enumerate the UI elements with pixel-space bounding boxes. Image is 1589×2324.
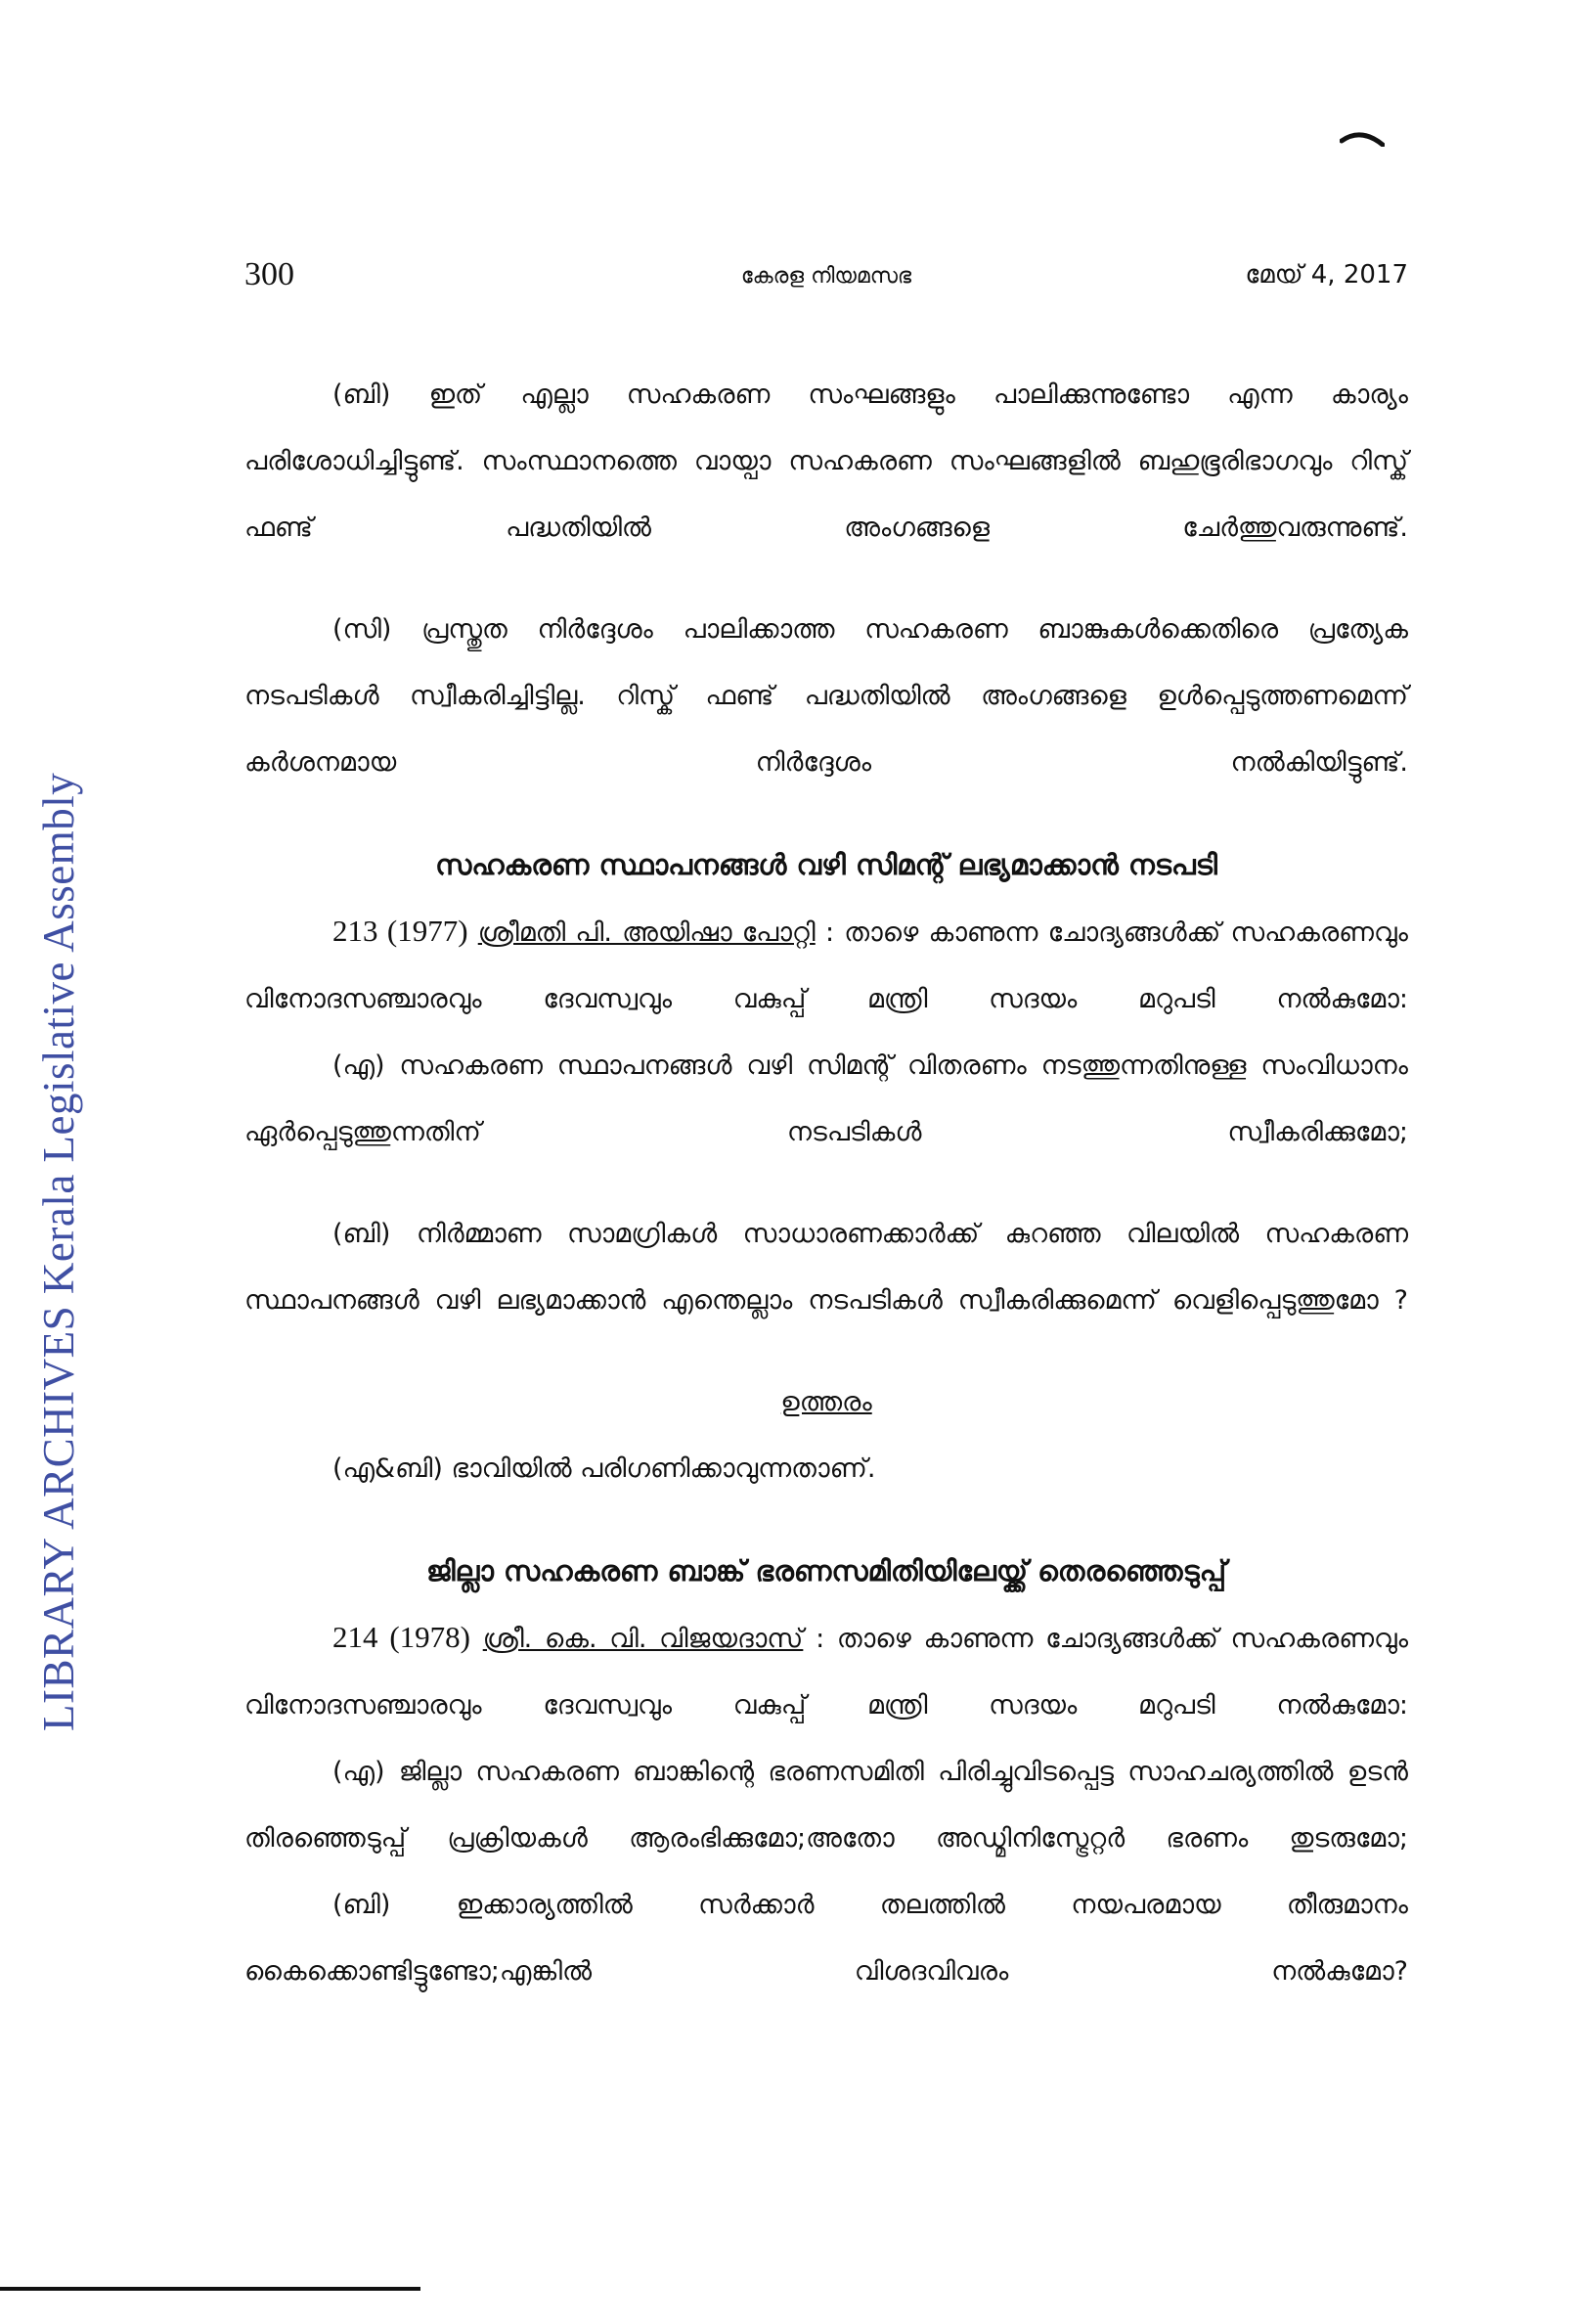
answer-212-b: (ബി) ഇത് എല്ലാ സഹകരണ സംഘങ്ങളും പാലിക്കുന്നുണ്ടോ എന്ന കാര്യം പരിശോധിച്ചിട്ടുണ്ട്. സംസ്ഥാനത്തെ വായ്പാ സഹകരണ സംഘങ്ങളിൽ ബഹുഭൂരിഭാഗവും റിസ്ക് ഫണ്ട് പദ്ധതിയിൽ അംഗങ്ങളെ ചേർത്തുവരുന്നുണ്ട്. — [244, 380, 1408, 543]
header-title: കേരള നിയമസഭ — [740, 264, 912, 289]
archive-watermark: LIBRARY ARCHIVES Kerala Legislative Assembly — [34, 772, 83, 1731]
question-214-intro-text: : താഴെ കാണുന്ന ചോദ്യങ്ങൾക്ക് സഹകരണവും വിനോദസഞ്ചാരവും ദേവസ്വവും വകുപ്പ് മന്ത്രി സദയം മറുപടി നൽകുമോ: — [244, 1624, 1409, 1721]
answer-213: (എ&ബി) ഭാവിയിൽ പരിഗണിക്കാവുന്നതാണ്. — [332, 1453, 876, 1484]
question-213-intro-text: : താഴെ കാണുന്ന ചോദ്യങ്ങൾക്ക് സഹകരണവും വിനോദസഞ്ചാരവും ദേവസ്വവും വകുപ്പ് മന്ത്രി സദയം മറുപടി നൽകുമോ: — [244, 917, 1408, 1014]
answer-label: ഉത്തരം — [780, 1387, 872, 1417]
question-214-heading: ജില്ലാ സഹകരണ ബാങ്ക് ഭരണസമിതിയിലേയ്ക്ക് തെരഞ്ഞെടുപ്പ് — [425, 1554, 1227, 1587]
question-214-number: 214 (1978) — [332, 1620, 471, 1654]
question-213-intro — [244, 898, 1408, 1033]
question-213-member: ശ്രീമതി പി. അയിഷാ പോറ്റി — [477, 917, 816, 948]
answer-212-c: (സി) പ്രസ്തുത നിർദ്ദേശം പാലിക്കാത്ത സഹകരണ ബാങ്കുകൾക്കെതിരെ പ്രത്യേക നടപടികൾ സ്വീകരിച്ചിട്ടില്ല. റിസ്ക് ഫണ്ട് പദ്ധതിയിൽ അംഗങ്ങളെ ഉൾപ്പെടുത്തണമെന്ന് കർശനമായ നിർദ്ദേശം നൽകിയിട്ടുണ്ട്. — [244, 614, 1408, 778]
question-213-b: (ബി) നിർമ്മാണ സാമഗ്രികൾ സാധാരണക്കാർക്ക് കുറഞ്ഞ വിലയിൽ സഹകരണ സ്ഥാപനങ്ങൾ വഴി ലഭ്യമാക്കാൻ എന്തെല്ലാം നടപടികൾ സ്വീകരിക്കുമെന്ന് വെളിപ്പെടുത്തുമോ ? — [244, 1219, 1408, 1316]
corner-mark — [1340, 125, 1385, 147]
bottom-rule — [0, 2287, 420, 2291]
question-213-a: (എ) സഹകരണ സ്ഥാപനങ്ങൾ വഴി സിമന്റ് വിതരണം നടത്തുന്നതിനുള്ള സംവിധാനം ഏർപ്പെടുത്തുന്നതിന് നടപടികൾ സ്വീകരിക്കുമോ; — [244, 1050, 1408, 1147]
question-214-intro — [244, 1604, 1408, 1739]
page-body — [244, 362, 1408, 2005]
page-number: 300 — [244, 256, 294, 292]
question-213-heading: സഹകരണ സ്ഥാപനങ്ങൾ വഴി സിമന്റ് ലഭ്യമാക്കാൻ നടപടി — [435, 848, 1217, 881]
page-header — [244, 256, 1408, 299]
header-date: മേയ് 4, 2017 — [1245, 260, 1408, 290]
question-214-a: (എ) ജില്ലാ സഹകരണ ബാങ്കിന്റെ ഭരണസമിതി പിരിച്ചുവിടപ്പെട്ട സാഹചര്യത്തിൽ ഉടൻ തിരഞ്ഞെടുപ്പ് പ്രക്രിയകൾ ആരംഭിക്കുമോ;അതോ അഡ്മിനിസ്ട്രേറ്റർ ഭരണം തുടരുമോ; — [244, 1757, 1408, 1854]
question-214-b: (ബി) ഇക്കാര്യത്തിൽ സർക്കാർ തലത്തിൽ നയപരമായ തീരുമാനം കൈക്കൊണ്ടിട്ടുണ്ടോ;എങ്കിൽ വിശദവിവരം നൽകുമോ? — [244, 1890, 1408, 1987]
question-214-member: ശ്രീ. കെ. വി. വിജയദാസ് — [482, 1624, 804, 1654]
question-213-number: 213 (1977) — [332, 914, 468, 948]
